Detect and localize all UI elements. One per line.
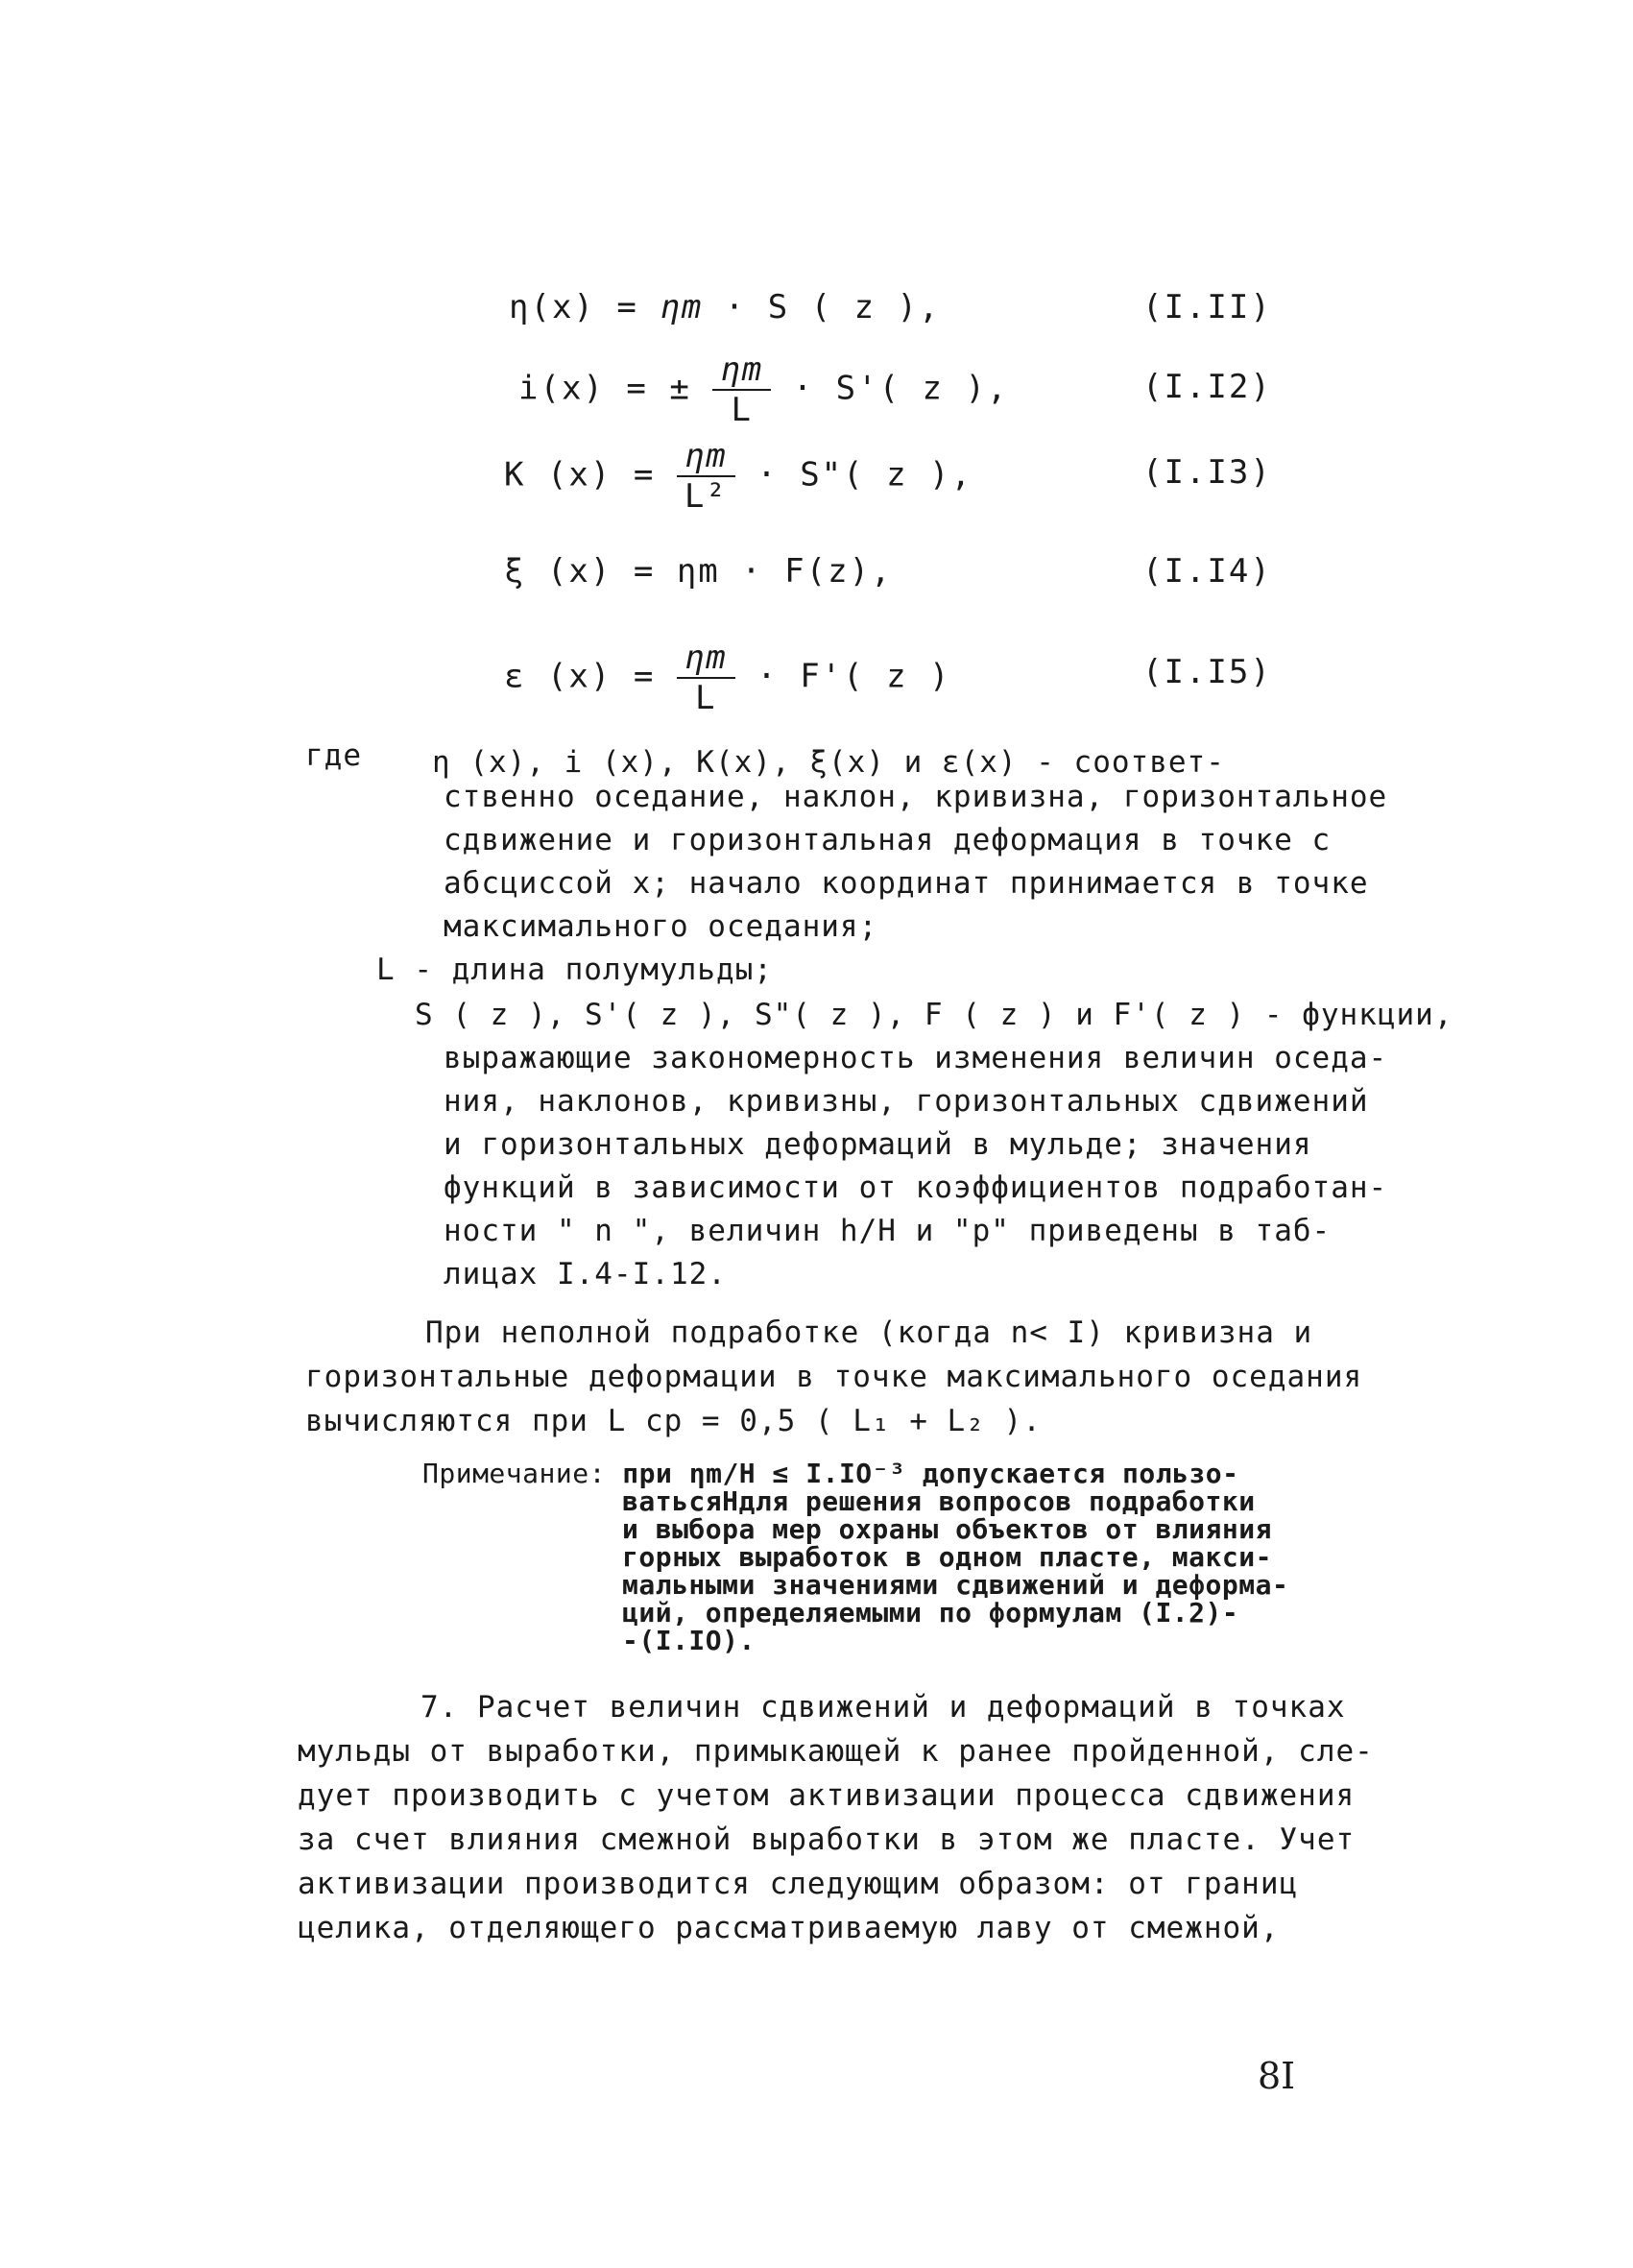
text-line: -(I.IO). bbox=[622, 1625, 756, 1656]
formula-rhs: ηm bbox=[660, 288, 704, 326]
text-line: лицах I.4-I.12. bbox=[444, 1257, 727, 1291]
fraction-numerator: ηm bbox=[677, 437, 735, 477]
formula-rhs-post: · S'( z ), bbox=[792, 369, 1009, 408]
text-line: и горизонтальных деформаций в мульде; значения bbox=[444, 1127, 1312, 1162]
page-number: 8I bbox=[1258, 2055, 1296, 2097]
functions-line: S ( z ), S'( z ), S"( z ), F ( z ) и F'( z ) - функции, bbox=[415, 998, 1453, 1032]
text-line: ности " n ", величин h/H и "p" приведены в таб- bbox=[444, 1214, 1332, 1248]
text-line: горных выработок в одном пласте, макси- bbox=[622, 1541, 1272, 1573]
text-line: за счет влияния смежной выработки в этом же пласте. Учет bbox=[298, 1822, 1356, 1857]
formula-5 bbox=[504, 639, 950, 717]
text-line: При неполной подработке (когда n< I) кривизна и bbox=[425, 1315, 1313, 1350]
note-lines bbox=[422, 1487, 1288, 1654]
formula-lhs: i(x) bbox=[518, 369, 605, 408]
note-block bbox=[422, 1460, 1288, 1654]
equation-number: (I.I4) bbox=[1142, 552, 1272, 591]
formula-rhs-post: · S"( z ), bbox=[756, 455, 973, 495]
text-line: вычисляются при L cp = 0,5 ( L₁ + L₂ ). bbox=[305, 1404, 1042, 1438]
note-first-line bbox=[422, 1460, 1288, 1487]
formula-eq: = bbox=[633, 657, 656, 696]
fraction-numerator: ηm bbox=[712, 350, 771, 391]
functions-description bbox=[444, 1037, 1387, 1296]
formula-rhs-post: · F'( z ) bbox=[756, 657, 951, 696]
text-line: функций в зависимости от коэффициентов подработан- bbox=[444, 1170, 1388, 1205]
equation-number: (I.I3) bbox=[1142, 453, 1272, 492]
formula-1 bbox=[509, 288, 940, 326]
formula-rhs-post: · S ( z ), bbox=[724, 288, 941, 326]
equation-number: (I.I2) bbox=[1142, 368, 1272, 406]
fraction-denominator: L² bbox=[684, 477, 728, 516]
formula-2 bbox=[518, 350, 1008, 429]
text-line: мульды от выработки, примыкающей к ранее пройденной, сле- bbox=[298, 1734, 1374, 1769]
where-description bbox=[444, 776, 1387, 949]
text-line: сдвижение и горизонтальная деформация в точке с bbox=[444, 823, 1332, 857]
text-line: выражающие закономерность изменения величин оседа- bbox=[444, 1041, 1388, 1075]
fraction-denominator: L bbox=[731, 391, 753, 429]
text-line: абсциссой x; начало координат принимается в точке bbox=[444, 866, 1369, 901]
fraction bbox=[712, 350, 771, 429]
fraction bbox=[677, 437, 735, 516]
formula-lhs: K (x) bbox=[504, 455, 612, 495]
formula-eq: = bbox=[633, 552, 656, 591]
where-label: где bbox=[305, 738, 362, 773]
text-line: целика, отделяющего рассматриваемую лаву от смежной, bbox=[298, 1911, 1280, 1945]
fraction bbox=[677, 639, 735, 717]
text-line: и выбора мер охраны объектов от влияния bbox=[622, 1513, 1272, 1545]
fraction-denominator: L bbox=[695, 679, 717, 717]
formula-lhs: ξ (x) bbox=[504, 552, 612, 591]
text-line: 7. Расчет величин сдвижений и деформаций в точках bbox=[420, 1690, 1346, 1725]
formula-rhs: ηm · F(z), bbox=[676, 552, 893, 591]
formula-eq: = bbox=[616, 288, 638, 326]
formula-lhs: η(x) bbox=[509, 288, 595, 326]
text-line: максимального оседания; bbox=[444, 909, 878, 944]
equation-number: (I.I5) bbox=[1142, 653, 1272, 691]
paragraph-partial-undermining bbox=[305, 1311, 1362, 1443]
text-line: ственно оседание, наклон, кривизна, горизонтальное bbox=[444, 780, 1388, 814]
fraction-numerator: ηm bbox=[677, 639, 735, 679]
paragraph-section-7 bbox=[298, 1685, 1374, 1950]
text-line: горизонтальные деформации в точке максимального оседания bbox=[305, 1360, 1363, 1394]
formula-eq: = bbox=[633, 455, 656, 495]
formula-4 bbox=[504, 552, 893, 591]
formula-lhs: ε (x) bbox=[504, 657, 612, 696]
l-definition: L - длина полумульды; bbox=[376, 953, 773, 987]
formula-3 bbox=[504, 437, 973, 516]
text-line: дует производить с учетом активизации процесса сдвижения bbox=[298, 1778, 1356, 1813]
equation-number: (I.II) bbox=[1142, 288, 1272, 326]
text-line: мальными значениями сдвижений и деформа- bbox=[622, 1569, 1289, 1601]
note-label: Примечание: bbox=[422, 1458, 606, 1489]
formula-eq: = ± bbox=[626, 369, 691, 408]
text-line: активизации производится следующим образом: от границ bbox=[298, 1867, 1299, 1901]
text-line: ния, наклонов, кривизны, горизонтальных сдвижений bbox=[444, 1084, 1369, 1119]
note-text: при ηm/H ≤ I.IO⁻³ допускается пользо- bbox=[622, 1458, 1239, 1489]
where-symbols: η (x), i (x), K(x), ξ(x) и ε(x) - соответ- bbox=[432, 745, 1225, 780]
text-line: ватьсяНдля решения вопросов подработки bbox=[622, 1485, 1256, 1517]
text-line: ций, определяемыми по формулам (I.2)- bbox=[622, 1597, 1239, 1629]
